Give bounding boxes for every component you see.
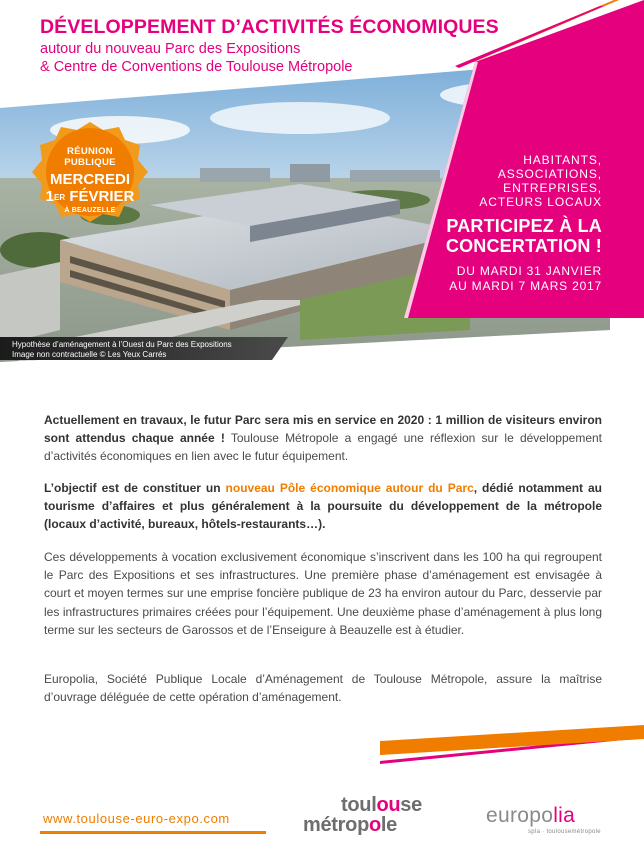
badge-day: MERCREDI bbox=[49, 171, 130, 188]
page-subtitle-line2: & Centre de Conventions de Toulouse Métropole bbox=[40, 59, 353, 75]
logo-tm-part: toul bbox=[341, 794, 377, 816]
cta-date-line: DU MARDI 31 JANVIER bbox=[456, 264, 602, 278]
cta-dates bbox=[449, 264, 602, 294]
cta-audience-line: ENTREPRISES, bbox=[503, 181, 602, 195]
badge-date bbox=[46, 188, 135, 205]
badge-label-2: PUBLIQUE bbox=[64, 157, 116, 168]
paragraph-4: Europolia, Société Publique Locale d’Aménagement de Toulouse Métropole, assure la maîtrise d’ouvrage déléguée de cette opération d’aménagement. bbox=[44, 672, 602, 705]
logo-tm-accent: o bbox=[368, 814, 381, 836]
meeting-badge bbox=[24, 128, 156, 232]
europolia-logo bbox=[486, 805, 606, 835]
logo-tm-part: le bbox=[380, 814, 397, 836]
cta-headline-line: PARTICIPEZ À LA bbox=[446, 216, 602, 236]
badge-date-sup: ER bbox=[54, 193, 66, 202]
logo-eu-part: europo bbox=[486, 804, 554, 827]
logo-tm-part: métrop bbox=[303, 814, 369, 836]
badge-date-month: FÉVRIER bbox=[69, 188, 135, 205]
logo-eu-tagline: spla · toulousemétropole bbox=[528, 829, 601, 835]
paragraph-2 bbox=[44, 479, 602, 534]
cta-date-line: AU MARDI 7 MARS 2017 bbox=[449, 279, 602, 293]
paragraph-2-rest: , dédié notamment au tourisme d’affaires et plus généralement à la poursuite du développement de la métropole (locaux d’activité, bureaux, hôtels-restaurants…). bbox=[44, 481, 603, 532]
footer-decoration bbox=[0, 725, 644, 859]
badge-label-1: RÉUNION bbox=[67, 146, 113, 157]
cta-headline bbox=[446, 216, 602, 256]
cta-audience bbox=[479, 153, 602, 209]
page-title: DÉVELOPPEMENT D’ACTIVITÉS ÉCONOMIQUES bbox=[40, 16, 499, 38]
toulouse-metropole-logo bbox=[303, 795, 443, 835]
website-link[interactable]: www.toulouse-euro-expo.com bbox=[43, 811, 230, 826]
paragraph-2-highlight: nouveau Pôle économique autour du Parc bbox=[225, 481, 474, 495]
cta-audience-line: ASSOCIATIONS, bbox=[497, 167, 602, 181]
logo-tm-accent: ou bbox=[376, 794, 401, 816]
paragraph-2-lead: L’objectif est de constituer un bbox=[44, 481, 226, 495]
page-subtitle-line1: autour du nouveau Parc des Expositions bbox=[40, 41, 301, 57]
caption-line-1: Hypothèse d’aménagement à l’Ouest du Parc des Expositions bbox=[12, 340, 232, 349]
logo-tm-part: se bbox=[400, 794, 422, 816]
paragraph-1-lead: Actuellement en travaux, le futur Parc sera mis en service en 2020 : 1 million de visiteurs environ sont attendus chaque année ! bbox=[44, 413, 602, 446]
badge-date-num: 1 bbox=[45, 188, 55, 205]
logo-eu-accent: lia bbox=[553, 804, 576, 827]
paragraph-1-rest: Toulouse Métropole a engagé une réflexion sur le développement d’activités économiques en lien avec le futur équipement. bbox=[44, 431, 603, 464]
paragraph-3: Ces développements à vocation exclusivement économique s’inscrivent dans les 100 ha qui regroupent le Parc des Expositions et ses infrastructures. Une première phase d’aménagement est envisagée à court et moyen termes sur une emprise foncière publique de 23 ha environ autour du Parc, desservie par les infrastructures primaires créées pour l’équipement. Une deuxième phase d’aménagement à plus long terme sur les secteurs de Garossos et de l’Enseigure à Beauzelle est à étudier. bbox=[44, 550, 602, 637]
caption-line-2: Image non contractuelle © Les Yeux Carrés bbox=[12, 349, 167, 359]
image-caption bbox=[12, 340, 282, 359]
badge-place: À BEAUZELLE bbox=[64, 207, 116, 214]
paragraph-1 bbox=[44, 411, 602, 466]
cta-audience-line: HABITANTS, bbox=[523, 153, 602, 167]
cta-audience-line: ACTEURS LOCAUX bbox=[479, 195, 602, 209]
cta-headline-line: CONCERTATION ! bbox=[445, 236, 602, 256]
